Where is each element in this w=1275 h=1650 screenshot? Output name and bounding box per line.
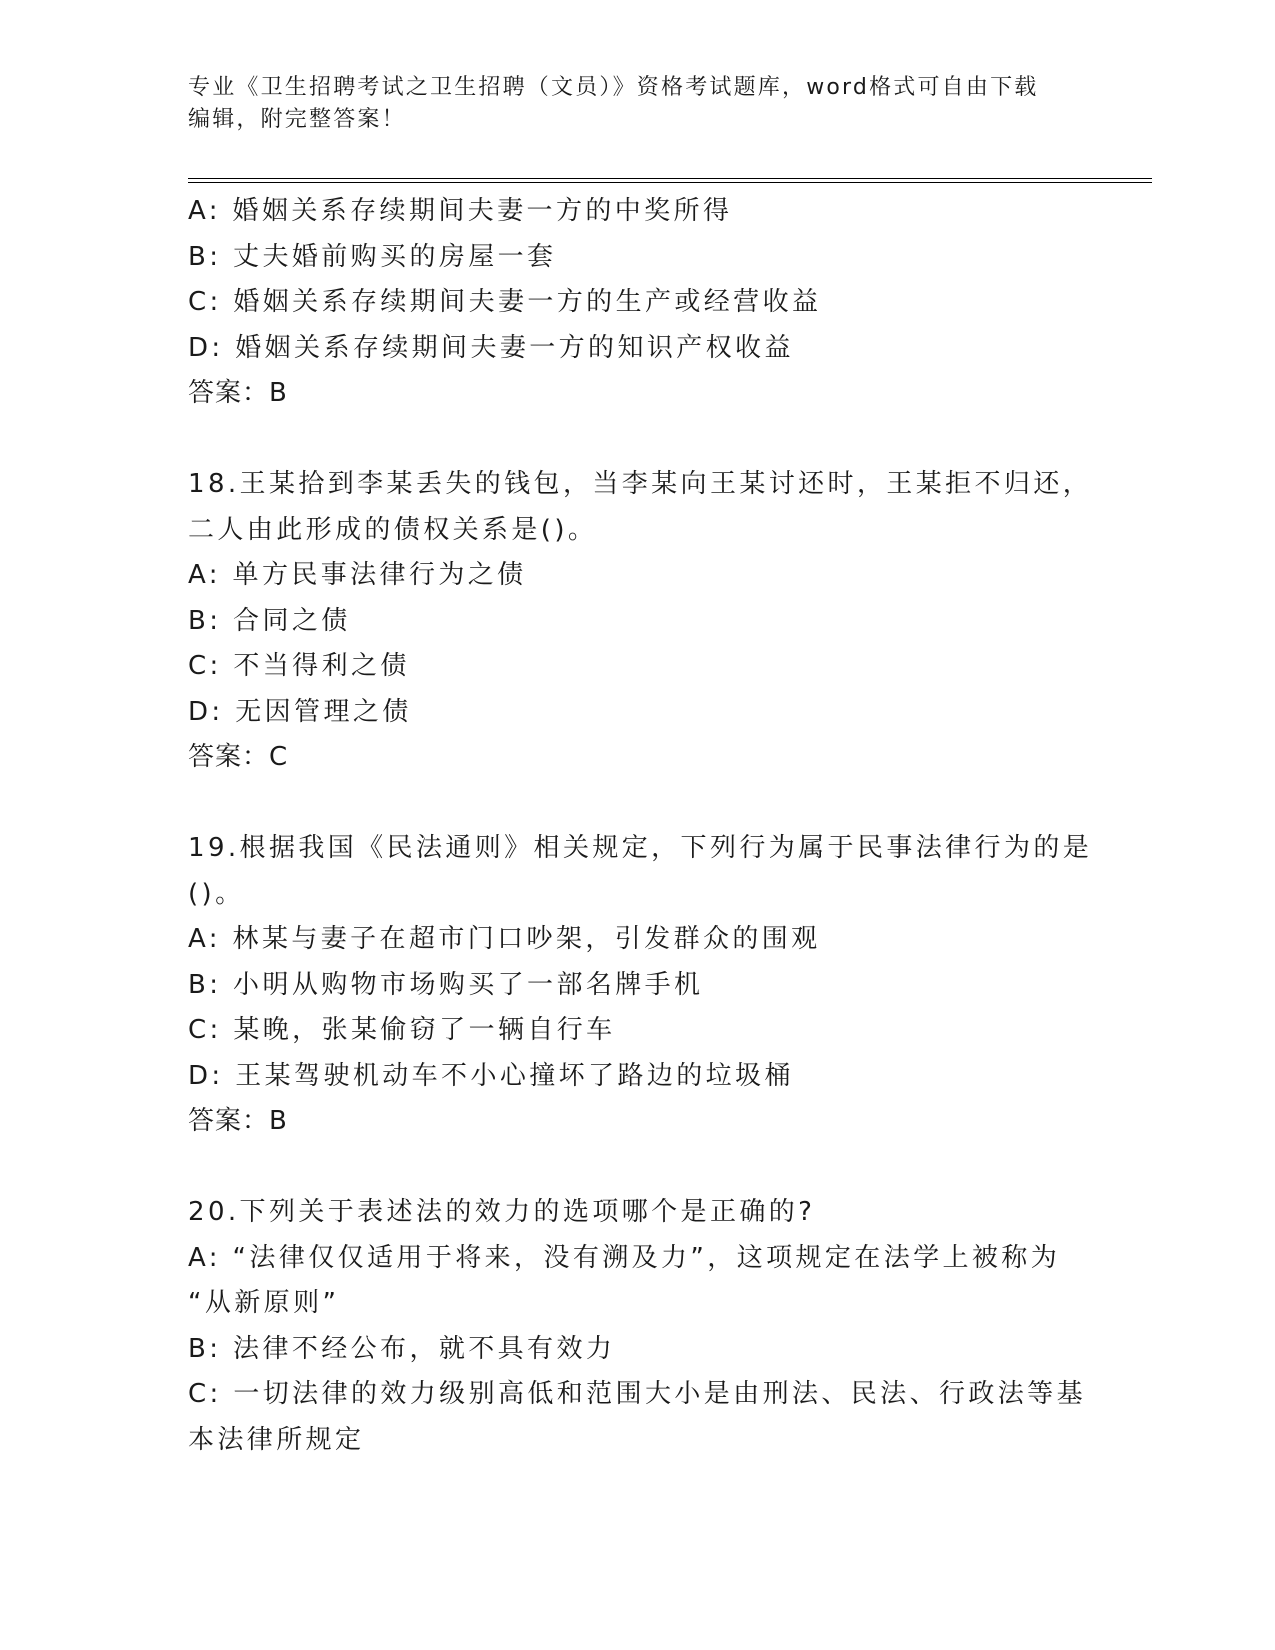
question-content [188, 189, 1093, 1463]
option-b: B: 小明从购物市场购买了一部名牌手机 [188, 969, 704, 1000]
option-c: C: 某晚，张某偷窃了一辆自行车 [188, 1015, 616, 1045]
question-stem-continued: 二人由此形成的债权关系是()。 [188, 514, 598, 545]
question-18 [188, 462, 1093, 781]
option-a-continued: “从新原则” [188, 1288, 340, 1318]
question-17 [188, 189, 1088, 417]
option-b: B: 丈夫婚前购买的房屋一套 [188, 241, 557, 272]
header-line-2: 编辑，附完整答案！ [188, 107, 406, 132]
question-spacer [188, 1145, 1088, 1191]
option-d: D: 王某驾驶机动车不小心撞坏了路边的垃圾桶 [188, 1060, 794, 1091]
option-c-continued: 本法律所规定 [188, 1424, 365, 1455]
option-a: A: 婚姻关系存续期间夫妻一方的中奖所得 [188, 196, 733, 226]
question-19 [188, 826, 1093, 1145]
question-stem-continued: ()。 [188, 878, 245, 909]
option-b: B: 法律不经公布，就不具有效力 [188, 1333, 616, 1364]
header-divider-bottom [188, 182, 1152, 183]
option-b: B: 合同之债 [188, 605, 351, 636]
question-20 [188, 1190, 1088, 1463]
option-c: C: 一切法律的效力级别高低和范围大小是由刑法、民法、行政法等基 [188, 1379, 1086, 1409]
option-c: C: 婚姻关系存续期间夫妻一方的生产或经营收益 [188, 287, 822, 317]
answer-line: 答案：C [188, 742, 289, 772]
option-d: D: 婚姻关系存续期间夫妻一方的知识产权收益 [188, 332, 794, 363]
question-stem: 19.根据我国《民法通则》相关规定，下列行为属于民事法律行为的是 [188, 833, 1093, 863]
answer-line: 答案：B [188, 378, 288, 408]
header-line-1: 专业《卫生招聘考试之卫生招聘（文员）》资格考试题库，word格式可自由下载 [188, 75, 1039, 100]
option-a: A: 单方民事法律行为之债 [188, 560, 527, 590]
answer-line: 答案：B [188, 1106, 288, 1136]
question-stem: 18.王某拾到李某丢失的钱包，当李某向王某讨还时，王某拒不归还， [188, 469, 1093, 499]
option-a: A: “法律仅仅适用于将来，没有溯及力”，这项规定在法学上被称为 [188, 1242, 1061, 1273]
header-divider-top [188, 178, 1152, 179]
option-c: C: 不当得利之债 [188, 651, 410, 681]
page-header [188, 72, 1088, 136]
question-stem: 20.下列关于表述法的效力的选项哪个是正确的? [188, 1197, 816, 1227]
question-spacer [188, 417, 1088, 463]
question-spacer [188, 781, 1088, 827]
option-a: A: 林某与妻子在超市门口吵架，引发群众的围观 [188, 924, 821, 954]
option-d: D: 无因管理之债 [188, 696, 412, 727]
